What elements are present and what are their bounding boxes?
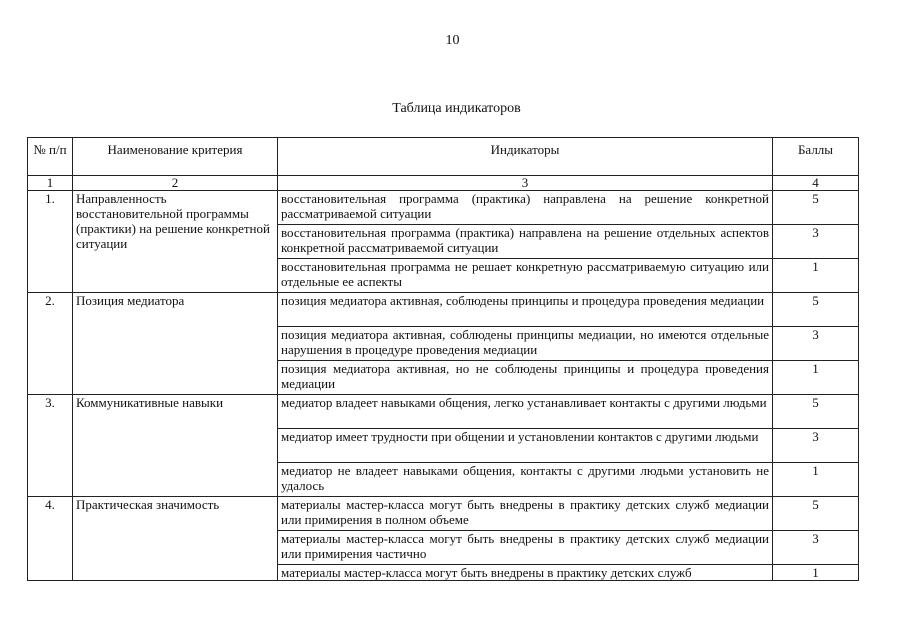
- row-1-score-2: 3: [773, 225, 859, 259]
- page-crop-edge: [0, 597, 905, 640]
- row-3-indicator-3: медиатор не владеет навыками общения, контакты с другими людьми установить не удалось: [278, 463, 773, 497]
- row-4-score-1: 5: [773, 497, 859, 531]
- row-4-indicator-1: материалы мастер-класса могут быть внедрены в практику детских служб медиации или примирения в полном объеме: [278, 497, 773, 531]
- row-4-criterion: Практическая значимость: [73, 497, 278, 581]
- row-1-indicator-2: восстановительная программа (практика) направлена на решение отдельных аспектов конкретной рассматриваемой ситуации: [278, 225, 773, 259]
- row-1-score-3: 1: [773, 259, 859, 293]
- row-3-criterion: Коммуникативные навыки: [73, 395, 278, 497]
- row-1-score-1: 5: [773, 191, 859, 225]
- row-1-indicator-1: восстановительная программа (практика) направлена на решение конкретной рассматриваемой ситуации: [278, 191, 773, 225]
- row-1-num: 1.: [28, 191, 73, 293]
- row-3-score-3: 1: [773, 463, 859, 497]
- row-4-score-2: 3: [773, 531, 859, 565]
- row-3-score-2: 3: [773, 429, 859, 463]
- row-2-score-1: 5: [773, 293, 859, 327]
- row-2-indicator-1: позиция медиатора активная, соблюдены принципы и процедура проведения медиации: [278, 293, 773, 327]
- table-row: [28, 395, 859, 429]
- table-row: [28, 497, 859, 531]
- row-1-indicator-3: восстановительная программа не решает конкретную рассматриваемую ситуацию или отдельные ее аспекты: [278, 259, 773, 293]
- row-1-criterion: Направленность восстановительной программы (практики) на решение конкретной ситуации: [73, 191, 278, 293]
- row-4-score-3: 1: [773, 565, 859, 581]
- row-2-score-2: 3: [773, 327, 859, 361]
- header-num: № п/п: [28, 138, 73, 176]
- header-row: [28, 138, 859, 176]
- header-indicators: Индикаторы: [278, 138, 773, 176]
- row-2-score-3: 1: [773, 361, 859, 395]
- row-4-indicator-3: материалы мастер-класса могут быть внедрены в практику детских служб: [278, 565, 773, 581]
- indicators-table: [27, 137, 859, 581]
- table-title: Таблица индикаторов: [392, 101, 521, 116]
- row-2-num: 2.: [28, 293, 73, 395]
- column-number-row: [28, 176, 859, 191]
- row-4-num: 4.: [28, 497, 73, 581]
- page-number: 10: [445, 33, 460, 48]
- column-number-3: 3: [278, 176, 773, 191]
- row-3-indicator-1: медиатор владеет навыками общения, легко устанавливает контакты с другими людьми: [278, 395, 773, 429]
- row-3-score-1: 5: [773, 395, 859, 429]
- row-2-indicator-3: позиция медиатора активная, но не соблюдены принципы и процедура проведения медиации: [278, 361, 773, 395]
- table-row: [28, 191, 859, 225]
- header-criterion: Наименование критерия: [73, 138, 278, 176]
- header-score: Баллы: [773, 138, 859, 176]
- column-number-1: 1: [28, 176, 73, 191]
- table-row: [28, 293, 859, 327]
- row-4-indicator-2: материалы мастер-класса могут быть внедрены в практику детских служб медиации или примирения частично: [278, 531, 773, 565]
- row-2-criterion: Позиция медиатора: [73, 293, 278, 395]
- column-number-4: 4: [773, 176, 859, 191]
- row-2-indicator-2: позиция медиатора активная, соблюдены принципы медиации, но имеются отдельные нарушения в процедуре проведения медиации: [278, 327, 773, 361]
- row-3-indicator-2: медиатор имеет трудности при общении и установлении контактов с другими людьми: [278, 429, 773, 463]
- column-number-2: 2: [73, 176, 278, 191]
- row-3-num: 3.: [28, 395, 73, 497]
